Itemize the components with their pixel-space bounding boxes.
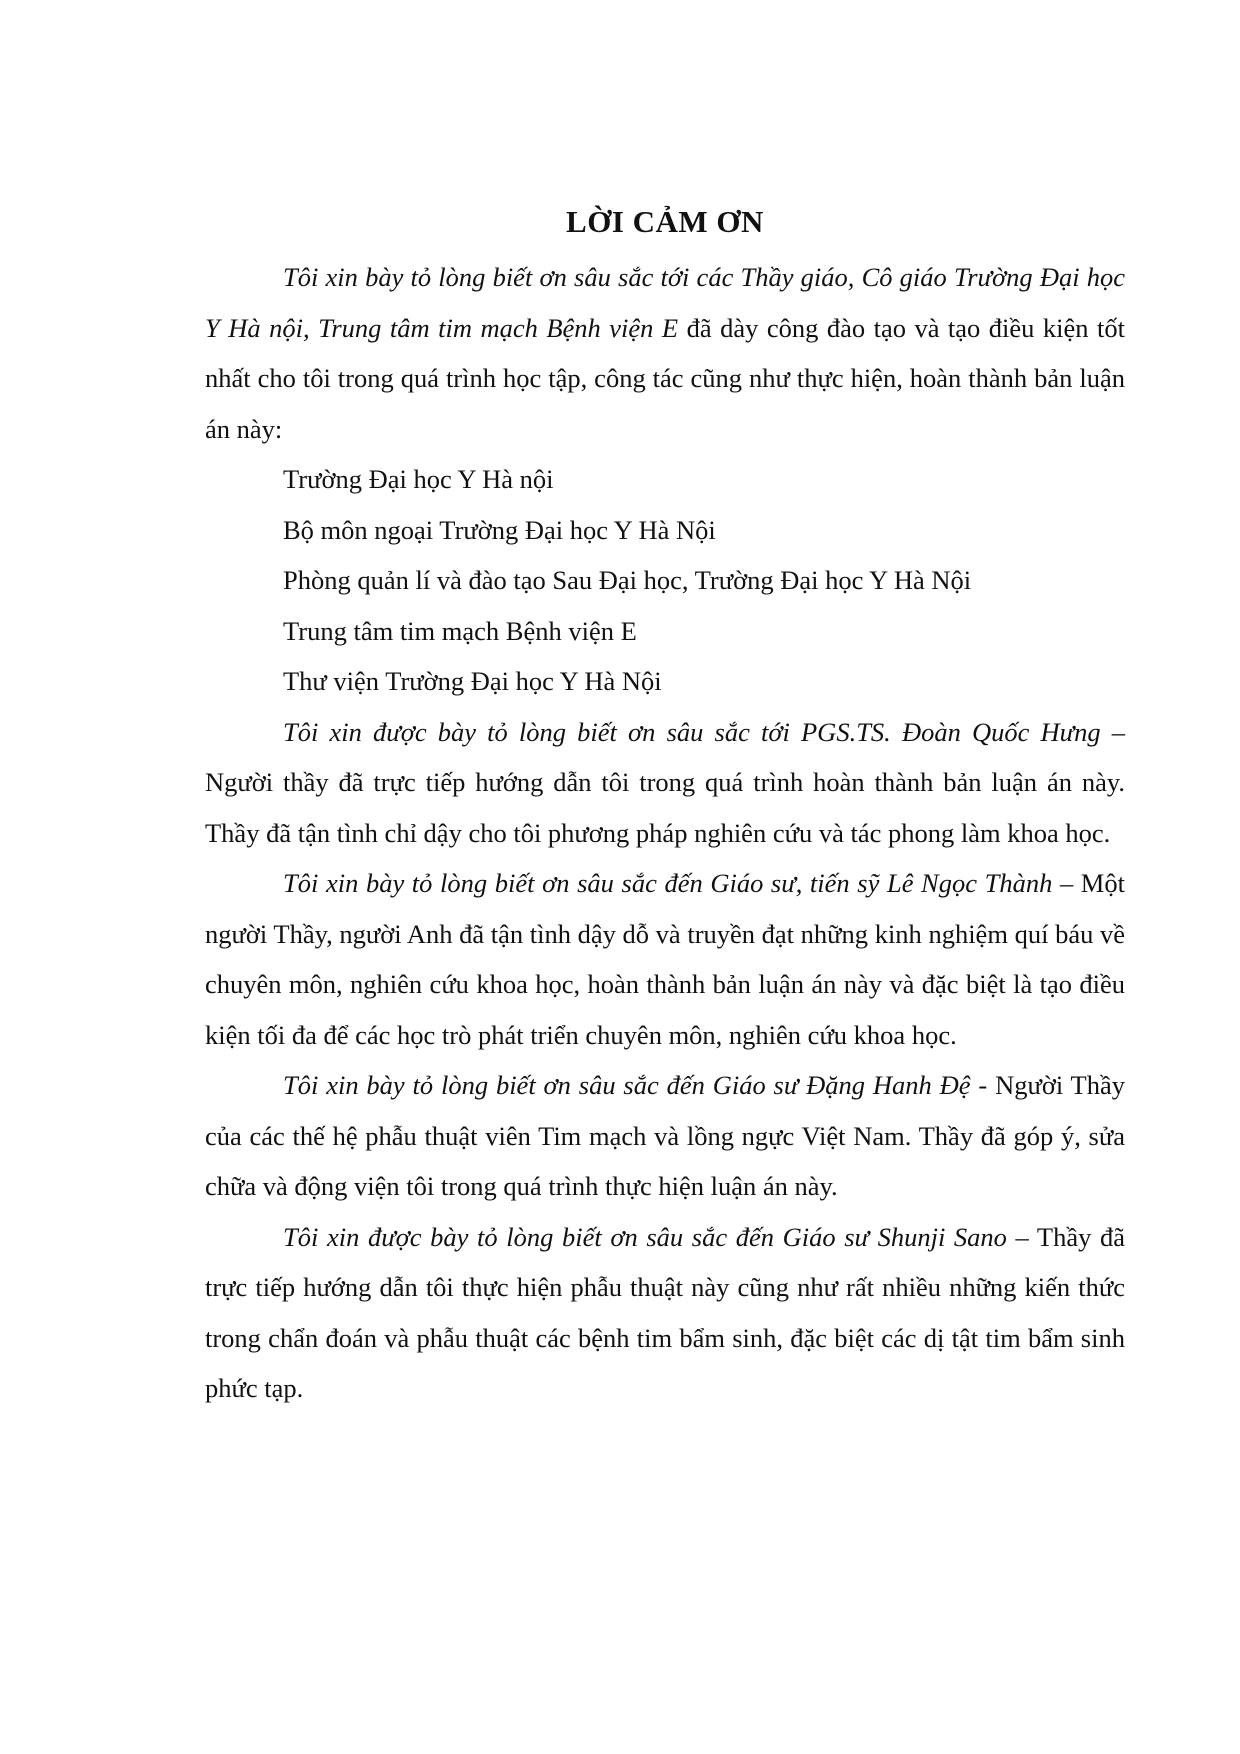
acknowledgement-italic-text: Tôi xin bày tỏ lòng biết ơn sâu sắc đến Giáo sư Đặng Hanh Đệ — [283, 1070, 971, 1100]
institution-item: Thư viện Trường Đại học Y Hà Nội — [283, 666, 662, 696]
acknowledgement-paragraph — [205, 858, 1125, 1060]
institution-item: Trung tâm tim mạch Bệnh viện E — [283, 615, 637, 646]
intro-paragraph — [205, 252, 1125, 454]
document-page — [205, 200, 1125, 1414]
acknowledgement-normal-text: - Người Thầy của các thế hệ phẫu thuật viên Tim mạch và lồng ngực Việt Nam. Thầy đã góp ý, sửa chữa và động viện tôi trong quá trình thực hiện luận án này. — [205, 1070, 1126, 1201]
intro-italic-text: Tôi xin bày tỏ lòng biết ơn sâu sắc tới các Thầy giáo, Cô giáo Trường Đại học Y Hà nội, Trung tâm tim mạch Bệnh viện E — [205, 262, 1125, 343]
institution-item: Bộ môn ngoại Trường Đại học Y Hà Nội — [283, 514, 716, 545]
acknowledgement-paragraph — [205, 707, 1125, 859]
acknowledgement-italic-text: Tôi xin được bày tỏ lòng biết ơn sâu sắc tới PGS.TS. Đoàn Quốc Hưng — [283, 716, 1101, 747]
institution-item: Phòng quản lí và đào tạo Sau Đại học, Trường Đại học Y Hà Nội — [283, 565, 972, 595]
institution-item: Trường Đại học Y Hà nội — [283, 464, 554, 494]
acknowledgement-italic-text: Tôi xin bày tỏ lòng biết ơn sâu sắc đến Giáo sư, tiến sỹ Lê Ngọc Thành — [283, 868, 1053, 898]
acknowledgement-normal-text: – Người thầy đã trực tiếp hướng dẫn tôi trong quá trình hoàn thành bản luận án này. Thầy đã tận tình chỉ dậy cho tôi phương pháp nghiên cứu và tác phong làm khoa học. — [205, 716, 1125, 848]
page-title: LỜI CẢM ƠN — [566, 204, 764, 239]
acknowledgement-paragraph — [205, 1060, 1125, 1212]
acknowledgement-italic-text: Tôi xin được bày tỏ lòng biết ơn sâu sắc đến Giáo sư Shunji Sano — [283, 1221, 1007, 1252]
acknowledgement-normal-text: – Một người Thầy, người Anh đã tận tình dậy dỗ và truyền đạt những kinh nghiệm quí báu về chuyên môn, nghiên cứu khoa học, hoàn thành bản luận án này và đặc biệt là tạo điều kiện tối đa để các học trò phát triển chuyên môn, nghiên cứu khoa học. — [205, 868, 1125, 1050]
acknowledgement-normal-text: – Thầy đã trực tiếp hướng dẫn tôi thực hiện phẫu thuật này cũng như rất nhiều những kiến thức trong chẩn đoán và phẫu thuật các bệnh tim bẩm sinh, đặc biệt các dị tật tim bẩm sinh phức tạp. — [205, 1221, 1126, 1403]
acknowledgement-paragraph — [205, 1212, 1125, 1414]
intro-normal-text: đã dày công đào tạo và tạo điều kiện tốt nhất cho tôi trong quá trình học tập, công tác cũng như thực hiện, hoàn thành bản luận án này: — [205, 312, 1125, 444]
